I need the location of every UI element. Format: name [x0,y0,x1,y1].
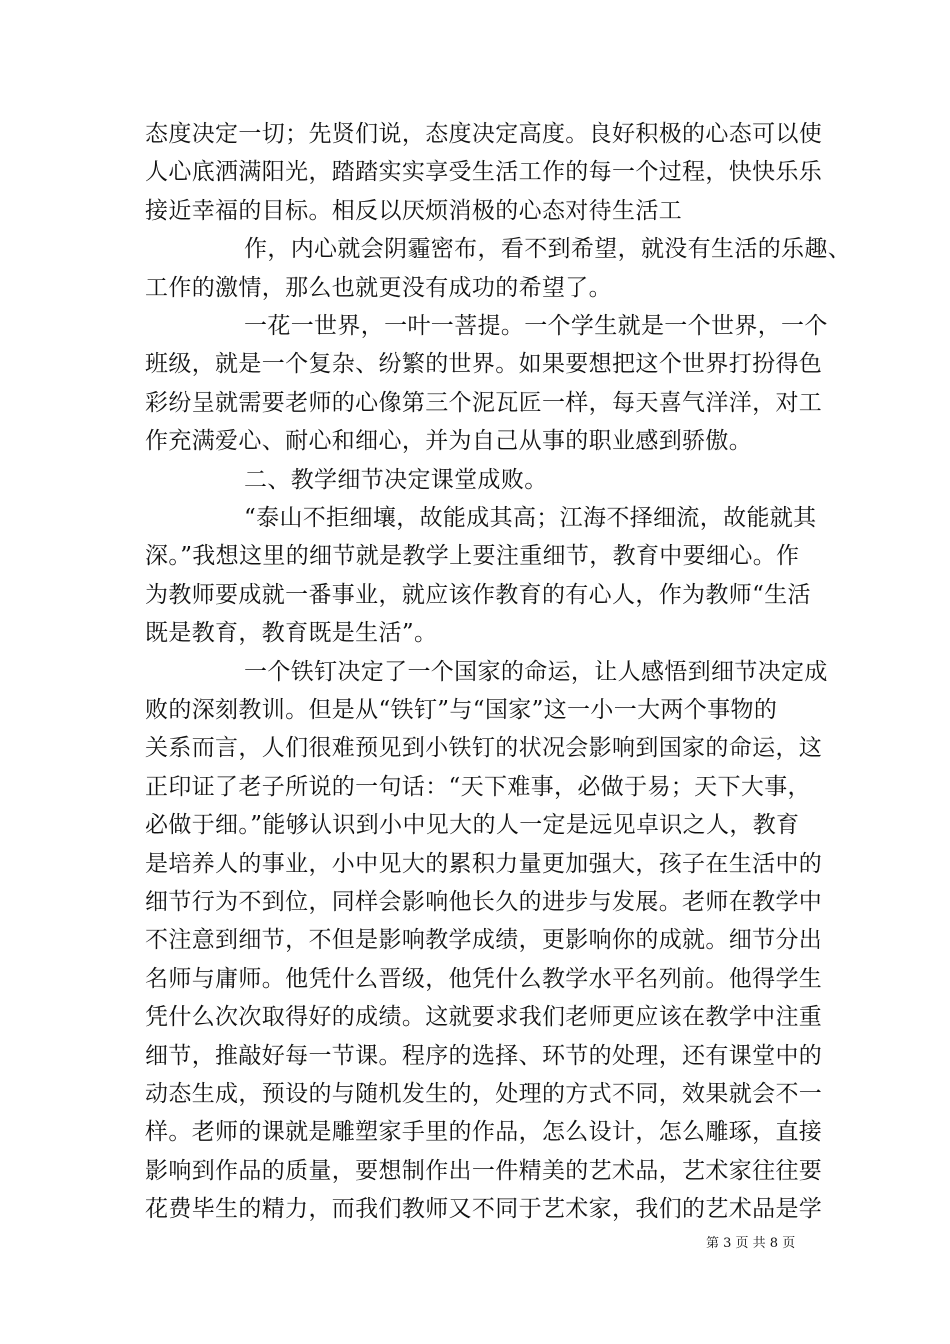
text-line: 败的深刻教训。但是从“铁钉”与“国家”这一小一大两个事物的 [145,697,778,723]
text-line: 凭什么次次取得好的成绩。这就要求我们老师更应该在教学中注重 [145,1004,823,1030]
text-line: 必做于细。”能够认识到小中见大的人一定是远见卓识之人，教育 [145,812,800,838]
text-line: 正印证了老子所说的一句话：“天下难事，必做于易；天下大事， [145,774,811,800]
text-line: 态度决定一切；先贤们说，态度决定高度。良好积极的心态可以使 [145,121,823,147]
text-line: 工作的激情，那么也就更没有成功的希望了。 [145,275,612,301]
text-line: 作，内心就会阴霾密布，看不到希望，就没有生活的乐趣、 [244,236,852,262]
text-line: 影响到作品的质量，要想制作出一件精美的艺术品，艺术家往往要 [145,1158,823,1184]
text-line: 样。老师的课就是雕塑家手里的作品，怎么设计，怎么雕琢，直接 [145,1119,823,1145]
text-line: 不注意到细节，不但是影响教学成绩，更影响你的成就。细节分出 [145,927,823,953]
text-line: 细节，推敲好每一节课。程序的选择、环节的处理，还有课堂中的 [145,1043,823,1069]
text-line: 是培养人的事业，小中见大的累积力量更加强大，孩子在生活中的 [145,851,823,877]
text-line: 花费毕生的精力，而我们教师又不同于艺术家，我们的艺术品是学 [145,1196,823,1222]
text-line: 深。”我想这里的细节就是教学上要注重细节，教育中要细心。作 [145,543,800,569]
text-line: 一个铁钉决定了一个国家的命运，让人感悟到细节决定成 [244,659,828,685]
text-line: 人心底洒满阳光，踏踏实实享受生活工作的每一个过程，快快乐乐 [145,159,823,185]
text-line: 细节行为不到位，同样会影响他长久的进步与发展。老师在教学中 [145,889,823,915]
page-number: 第 3 页 共 8 页 [706,1236,796,1251]
section-heading: 二、教学细节决定课堂成败。 [244,467,548,493]
text-line: 动态生成，预设的与随机发生的，处理的方式不同，效果就会不一 [145,1081,823,1107]
text-line: 作充满爱心、耐心和细心，并为自己从事的职业感到骄傲。 [145,428,753,454]
text-line: 名师与庸师。他凭什么晋级，他凭什么教学水平名列前。他得学生 [145,966,823,992]
text-line: 班级，就是一个复杂、纷繁的世界。如果要想把这个世界打扮得色 [145,351,823,377]
text-line: “泰山不拒细壤，故能成其高；江海不择细流，故能就其 [244,505,817,531]
text-line: 彩纷呈就需要老师的心像第三个泥瓦匠一样，每天喜气洋洋，对工 [145,390,823,416]
text-line: 为教师要成就一番事业，就应该作教育的有心人，作为教师“生活 [145,582,811,608]
text-line: 关系而言，人们很难预见到小铁钉的状况会影响到国家的命运，这 [145,735,823,761]
text-line: 接近幸福的目标。相反以厌烦消极的心态对待生活工 [145,198,683,224]
text-line: 一花一世界，一叶一菩提。一个学生就是一个世界，一个 [244,313,828,339]
text-line: 既是教育，教育既是生活”。 [145,620,438,646]
